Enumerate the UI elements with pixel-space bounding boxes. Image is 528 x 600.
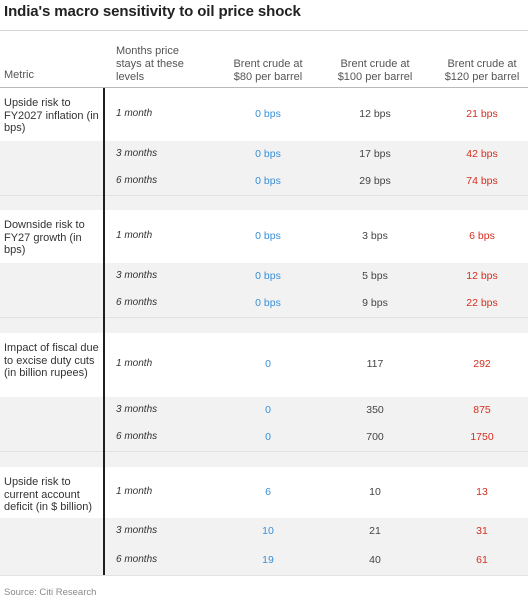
months-cell: 6 months bbox=[116, 430, 158, 442]
row-divider bbox=[0, 451, 528, 452]
header-months: Months price stays at these levels bbox=[116, 45, 184, 83]
months-cell: 3 months bbox=[116, 269, 158, 281]
brent-100-value: 700 bbox=[366, 430, 384, 443]
brent-80-value: 0 bbox=[265, 403, 271, 416]
brent-80-value: 0 bps bbox=[255, 269, 281, 282]
chart-title: India's macro sensitivity to oil price shock bbox=[4, 3, 301, 20]
brent-120-value: 292 bbox=[473, 358, 491, 370]
brent-120-value: 1750 bbox=[470, 430, 494, 443]
brent-80-value: 0 bps bbox=[255, 174, 281, 187]
brent-120-value: 12 bps bbox=[466, 269, 498, 282]
group-separator bbox=[0, 318, 528, 333]
brent-100-value: 117 bbox=[366, 358, 384, 370]
brent-120-value: 875 bbox=[473, 403, 491, 416]
brent-100-value: 350 bbox=[366, 403, 384, 416]
brent-100-value: 40 bbox=[369, 553, 381, 566]
brent-80-value: 0 bps bbox=[255, 147, 281, 160]
brent-120-value: 13 bbox=[476, 485, 488, 498]
header-divider bbox=[0, 87, 528, 88]
brent-80-value: 10 bbox=[262, 525, 274, 537]
top-divider bbox=[0, 30, 528, 31]
header-brent-120: Brent crude at $120 per barrel bbox=[444, 58, 520, 83]
brent-80-value: 0 bbox=[265, 358, 271, 370]
metric-label: Downside risk to FY27 growth (in bps) bbox=[4, 219, 85, 256]
months-cell: 3 months bbox=[116, 147, 158, 159]
months-cell: 3 months bbox=[116, 403, 158, 415]
header-brent-80: Brent crude at $80 per barrel bbox=[233, 58, 303, 83]
months-cell: 6 months bbox=[116, 174, 158, 186]
brent-80-value: 0 bps bbox=[255, 296, 281, 309]
source-note: Source: Citi Research bbox=[4, 587, 97, 598]
brent-120-value: 31 bbox=[476, 525, 488, 537]
months-cell: 6 months bbox=[116, 296, 158, 308]
header-metric: Metric bbox=[4, 69, 34, 81]
months-cell: 6 months bbox=[116, 553, 158, 565]
group-separator bbox=[0, 195, 528, 210]
row-divider bbox=[0, 195, 528, 196]
brent-100-value: 12 bps bbox=[359, 107, 391, 120]
group-separator bbox=[0, 452, 528, 467]
brent-120-value: 21 bps bbox=[466, 107, 498, 120]
brent-100-value: 5 bps bbox=[362, 269, 388, 282]
brent-80-value: 0 bbox=[265, 430, 271, 443]
brent-100-value: 10 bbox=[369, 485, 381, 498]
brent-120-value: 61 bbox=[476, 553, 488, 566]
brent-120-value: 74 bps bbox=[466, 174, 498, 187]
brent-80-value: 0 bps bbox=[255, 107, 281, 120]
brent-120-value: 22 bps bbox=[466, 296, 498, 309]
metric-label: Impact of fiscal due to excise duty cuts (in billion rupees) bbox=[4, 342, 99, 379]
months-cell: 1 month bbox=[116, 229, 153, 241]
brent-100-value: 21 bbox=[369, 525, 381, 537]
metric-label: Upside risk to FY2027 inflation (in bps) bbox=[4, 97, 99, 134]
metric-label: Upside risk to current account deficit (in $ billion) bbox=[4, 476, 93, 513]
brent-100-value: 17 bps bbox=[359, 147, 391, 160]
brent-120-value: 42 bps bbox=[466, 147, 498, 160]
months-cell: 1 month bbox=[116, 107, 153, 119]
header-brent-100: Brent crude at $100 per barrel bbox=[337, 58, 413, 83]
brent-120-value: 6 bps bbox=[469, 229, 495, 242]
months-cell: 3 months bbox=[116, 525, 158, 536]
metric-column-divider bbox=[103, 88, 105, 575]
row-divider bbox=[0, 575, 528, 576]
brent-100-value: 9 bps bbox=[362, 296, 388, 309]
brent-80-value: 19 bbox=[262, 553, 274, 566]
brent-80-value: 0 bps bbox=[255, 229, 281, 242]
months-cell: 1 month bbox=[116, 358, 153, 369]
brent-80-value: 6 bbox=[265, 485, 271, 498]
brent-100-value: 29 bps bbox=[359, 174, 391, 187]
row-divider bbox=[0, 317, 528, 318]
brent-100-value: 3 bps bbox=[362, 229, 388, 242]
months-cell: 1 month bbox=[116, 485, 153, 497]
